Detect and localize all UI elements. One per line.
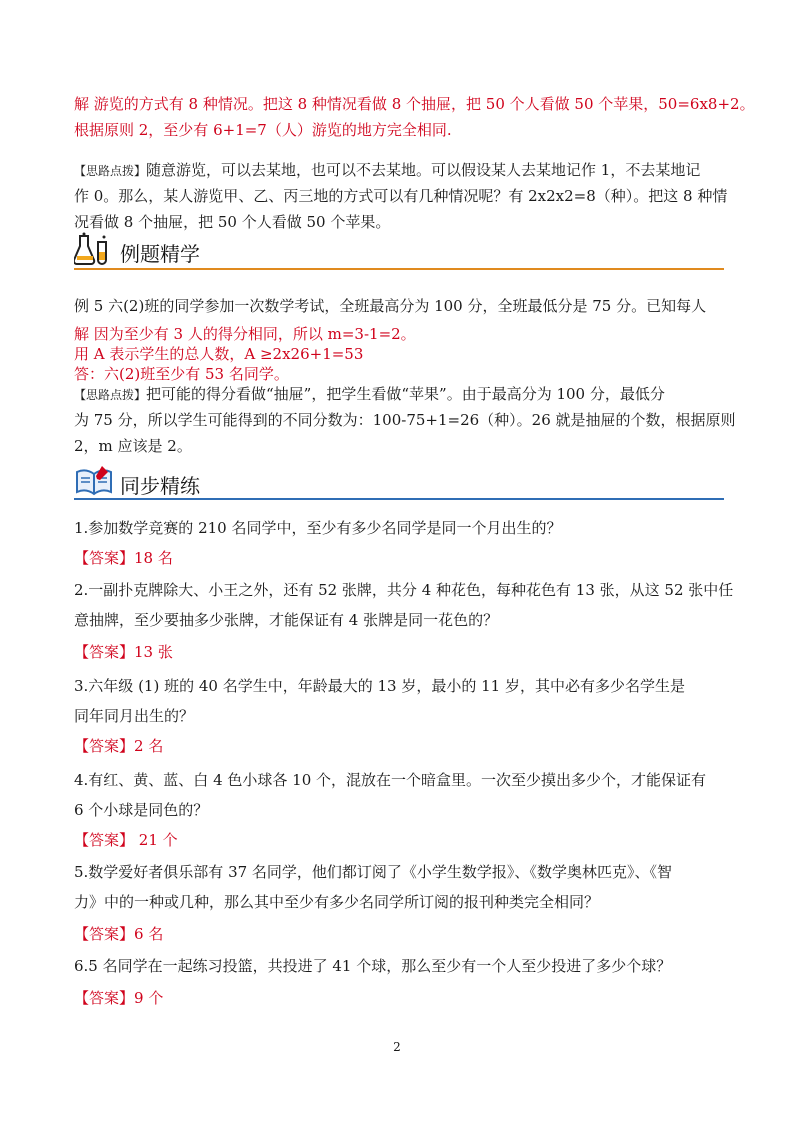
answer-label: 【答案】: [74, 925, 135, 943]
exercise-4-line-1: 4.有红、黄、蓝、白 4 色小球各 10 个，混放在一个暗盒里。一次至少摸出多少个，才能保证有: [74, 771, 707, 789]
example5-hint-line-2: 为 75 分，所以学生可能得到的不同分数为：100-75+1=26（种）。26 就是抽屉的个数，根据原则: [74, 411, 736, 429]
flask-icon: [74, 232, 114, 272]
example5-solution-3: 答：六(2)班至少有 53 名同学。: [74, 365, 289, 383]
exercise-6-line-1: 6.5 名同学在一起练习投篮，共投进了 41 个球，那么至少有一个人至少投进了多少个球？: [74, 957, 672, 975]
hint-label: 【思路点拨】: [74, 164, 147, 178]
exercise-2-answer: [74, 642, 724, 662]
exercise-3-answer: [74, 736, 724, 756]
answer-label: 【答案】: [74, 737, 135, 755]
answer-value: 18 名: [134, 549, 173, 567]
answer-value: 21 个: [134, 831, 178, 849]
answer-value: 2 名: [134, 737, 164, 755]
section-title-examples: 例题精学: [120, 242, 200, 266]
example5-hint-line-3: 2，m 应该是 2。: [74, 437, 192, 455]
section-rule-examples: [74, 268, 724, 270]
exercise-1-line-1: 1.参加数学竞赛的 210 名同学中，至少有多少名同学是同一个月出生的？: [74, 519, 562, 537]
exercise-3-line-2: 同年同月出生的？: [74, 707, 195, 725]
answer-label: 【答案】: [74, 831, 135, 849]
exercise-4-answer: [74, 830, 724, 850]
answer-value: 6 名: [134, 925, 164, 943]
exercise-4-line-2: 6 个小球是同色的？: [74, 801, 209, 819]
answer-label: 【答案】: [74, 989, 135, 1007]
hint-line-2: 作 0。那么，某人游览甲、乙、丙三地的方式可以有几种情况呢？有 2x2x2=8（种）。把这 8 种情: [74, 187, 728, 205]
page-number: 2: [393, 1040, 401, 1054]
book-icon: [74, 464, 114, 502]
hint-text: 随意游览，可以去某地，也可以不去某地。可以假设某人去某地记作 1，不去某地记: [146, 161, 701, 179]
hint-line-3: 况看做 8 个抽屉，把 50 个人看做 50 个苹果。: [74, 213, 391, 231]
answer-value: 13 张: [134, 643, 173, 661]
answer-value: 9 个: [134, 989, 164, 1007]
section-rule-practice: [74, 498, 724, 500]
section-title-practice: 同步精练: [120, 474, 200, 498]
example5-solution-2: 用 A 表示学生的总人数，A ≥2x26+1=53: [74, 345, 364, 363]
answer-label: 【答案】: [74, 549, 135, 567]
solution-line-2: 根据原则 2，至少有 6+1=7（人）游览的地方完全相同.: [74, 121, 452, 139]
exercise-1-answer: [74, 548, 724, 568]
example5-hint-text: 把可能的得分看做“抽屉”，把学生看做“苹果”。由于最高分为 100 分，最低分: [146, 385, 665, 403]
exercise-5-line-2: 力》中的一种或几种，那么其中至少有多少名同学所订阅的报刊种类完全相同？: [74, 893, 600, 911]
example5-solution-1: 解 因为至少有 3 人的得分相同，所以 m=3-1=2。: [74, 325, 416, 343]
example5-hint-line-1: [74, 384, 724, 405]
example5-question: 例 5 六(2)班的同学参加一次数学考试，全班最高分为 100 分，全班最低分是 75 分。已知每人: [74, 297, 707, 315]
solution-line-1: 解 游览的方式有 8 种情况。把这 8 种情况看做 8 个抽屉，把 50 个人看做 50 个苹果，50=6x8+2。: [74, 95, 755, 113]
exercise-5-line-1: 5.数学爱好者俱乐部有 37 名同学，他们都订阅了《小学生数学报》、《数学奥林匹克》、《智: [74, 863, 672, 881]
exercise-2-line-1: 2.一副扑克牌除大、小王之外，还有 52 张牌，共分 4 种花色，每种花色有 13 张，从这 52 张中任: [74, 581, 734, 599]
exercise-2-line-2: 意抽牌，至少要抽多少张牌，才能保证有 4 张牌是同一花色的？: [74, 611, 499, 629]
exercise-5-answer: [74, 924, 724, 944]
hint-line-1: [74, 160, 724, 181]
answer-label: 【答案】: [74, 643, 135, 661]
example5-hint-label: 【思路点拨】: [74, 388, 147, 402]
exercise-3-line-1: 3.六年级 (1) 班的 40 名学生中，年龄最大的 13 岁，最小的 11 岁，其中必有多少名学生是: [74, 677, 685, 695]
exercise-6-answer: [74, 988, 724, 1008]
